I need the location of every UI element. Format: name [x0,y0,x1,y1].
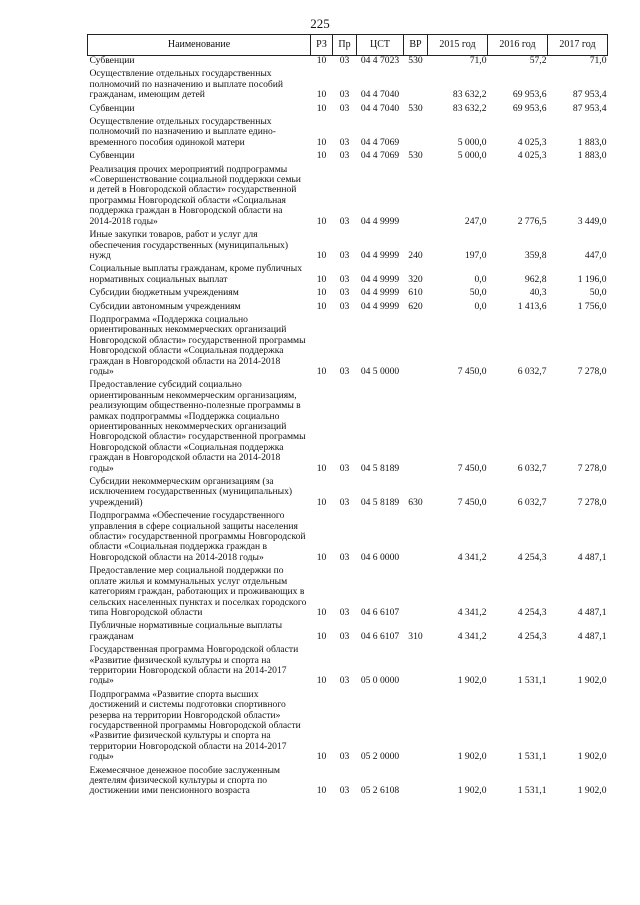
row-2016-cell: 1 413,6 [517,300,547,312]
row-pr-cell: 03 [339,136,350,148]
row-rz-cell: 10 [316,89,327,101]
row-pr-cell: 03 [339,273,350,285]
header-2016: 2016 год [488,35,548,56]
row-2017-cell: 4 487,1 [577,551,607,563]
row-pr-cell: 03 [339,55,350,66]
row-2016-cell: 6 032,7 [517,496,547,508]
row-2015-cell: 5 000,0 [457,136,487,148]
row-2015-cell: 4 341,2 [457,630,487,642]
row-2016-cell: 57,2 [529,55,547,66]
row-2016-cell: 4 254,3 [517,630,547,642]
row-vr-cell: 310 [408,630,423,642]
row-pr-cell: 03 [339,630,350,642]
row-pr-cell: 03 [339,300,350,312]
row-2015-cell: 1 902,0 [457,785,487,797]
row-name-cell: Реализация прочих мероприятий подпрограммы «Совершенствование социальной поддержки семьи и детей в Новгородской области» государственной программы Новгородской области «Социальная поддержка граждан в Новгородской области на 2014-2018 годы» [89,163,301,227]
row-rz-cell: 10 [316,55,327,66]
row-2015-cell: 4 341,2 [457,551,487,563]
row-2016-cell: 4 025,3 [517,136,547,148]
row-name-cell: Подпрограмма «Поддержка социально ориентированных некоммерческих организаций Новгородской области» государственной программы Новгородской области «Социальная поддержка граждан в Новгородской области на 2014-2018 годы» [89,313,306,377]
row-rz-cell: 10 [316,785,327,797]
row-vr-cell [404,117,428,148]
row-2016-cell: 2 776,5 [517,215,547,227]
row-2017-cell: 1 883,0 [577,150,607,162]
header-pr: Пр [333,35,357,56]
row-name-cell: Осуществление отдельных государственных полномочий по назначению и выплате пособий гражданам, имеющим детей [89,68,284,101]
row-2015-cell: 1 902,0 [457,675,487,687]
row-2015-cell: 0,0 [474,273,487,285]
table-body [88,56,608,797]
row-name-cell: Осуществление отдельных государственных полномочий по назначению и выплате едино-временного пособия одинокой матери [89,116,276,148]
row-cst-cell: 05 2 0000 [360,751,400,763]
row-vr-cell: 530 [408,55,423,66]
row-vr-cell [404,645,428,687]
header-name: Наименование [88,35,311,56]
row-pr-cell: 03 [339,551,350,563]
table-row [88,511,608,563]
row-2017-cell: 3 449,0 [577,215,607,227]
page-number: 225 [310,16,330,31]
row-cst-cell: 04 4 9999 [360,287,400,299]
row-2015-cell: 0,0 [474,300,487,312]
row-2015-cell: 83 632,2 [452,102,487,114]
table-row [88,690,608,763]
row-vr-cell [404,315,428,377]
table-row [88,302,608,312]
row-vr-cell: 240 [408,249,423,261]
row-2017-cell: 50,0 [589,287,607,299]
row-vr-cell: 530 [408,102,423,114]
row-cst-cell: 04 4 9999 [360,273,400,285]
row-2017-cell: 87 953,4 [572,89,607,101]
row-2015-cell: 71,0 [469,55,487,66]
row-cst-cell: 04 5 0000 [360,365,400,377]
header-2015: 2015 год [428,35,488,56]
budget-table [87,34,608,797]
row-rz-cell: 10 [316,273,327,285]
row-2017-cell: 4 487,1 [577,606,607,618]
table-row [88,477,608,508]
row-vr-cell: 630 [408,496,423,508]
row-vr-cell [404,69,428,100]
row-2016-cell: 359,8 [524,249,547,261]
row-2015-cell: 5 000,0 [457,150,487,162]
row-2015-cell: 7 450,0 [457,462,487,474]
table-row [88,766,608,797]
row-rz-cell: 10 [316,462,327,474]
row-rz-cell: 10 [316,136,327,148]
row-2015-cell: 83 632,2 [452,89,487,101]
row-cst-cell: 04 6 6107 [360,606,400,618]
row-2015-cell: 7 450,0 [457,365,487,377]
table-header-row [88,35,608,56]
row-2017-cell: 7 278,0 [577,462,607,474]
header-vr: ВР [404,35,428,56]
table-row [88,380,608,474]
table-row [88,645,608,687]
row-2016-cell: 1 531,1 [517,785,547,797]
row-rz-cell: 10 [316,249,327,261]
row-rz-cell: 10 [316,496,327,508]
table-row [88,288,608,298]
row-pr-cell: 03 [339,89,350,101]
row-2017-cell: 87 953,4 [572,102,607,114]
row-name-cell: Подпрограмма «Развитие спорта высших достижений и системы подготовки спортивного резерва на территории Новгородской области» государственной программы Новгородской области «Развитие физической культуры и спорта на территории Новгородской области на 2014-2017 годы» [89,688,301,763]
row-2015-cell: 1 902,0 [457,751,487,763]
row-2017-cell: 1 756,0 [577,300,607,312]
row-pr-cell: 03 [339,365,350,377]
row-pr-cell: 03 [339,496,350,508]
row-name-cell: Субвенции [89,55,135,66]
row-cst-cell: 04 6 6107 [360,630,400,642]
table-row [88,264,608,285]
row-name-cell: Ежемесячное денежное пособие заслуженным деятелям физической культуры и спорта по достижении ими пенсионного возраста [89,764,280,797]
row-vr-cell [404,511,428,563]
row-2016-cell: 69 953,6 [512,89,547,101]
row-2016-cell: 6 032,7 [517,365,547,377]
row-rz-cell: 10 [316,751,327,763]
row-cst-cell: 04 4 9999 [360,300,400,312]
row-2016-cell: 1 531,1 [517,675,547,687]
row-2017-cell: 1 883,0 [577,136,607,148]
row-2016-cell: 4 254,3 [517,551,547,563]
table-row [88,104,608,114]
row-name-cell: Государственная программа Новгородской области «Развитие физической культуры и спорта на территории Новгородской области на 2014-2017 годы» [89,644,299,687]
row-cst-cell: 04 6 0000 [360,551,400,563]
row-rz-cell: 10 [316,365,327,377]
row-2016-cell: 1 531,1 [517,751,547,763]
row-pr-cell: 03 [339,102,350,114]
row-name-cell: Субвенции [89,150,135,162]
row-name-cell: Социальные выплаты гражданам, кроме публичных нормативных социальных выплат [89,263,303,285]
row-rz-cell: 10 [316,102,327,114]
row-rz-cell: 10 [316,215,327,227]
row-2017-cell: 1 196,0 [577,273,607,285]
row-2016-cell: 4 025,3 [517,150,547,162]
row-pr-cell: 03 [339,751,350,763]
row-2015-cell: 197,0 [464,249,487,261]
row-name-cell: Подпрограмма «Обеспечение государственного управления в сфере социальной защиты населения области» государственной программы Новгородской области «Социальная поддержка граждан в Новгородской области на 2014-2018 годы» [89,510,306,563]
row-2016-cell: 69 953,6 [512,102,547,114]
row-pr-cell: 03 [339,150,350,162]
row-2016-cell: 962,8 [524,273,547,285]
row-2017-cell: 1 902,0 [577,751,607,763]
row-cst-cell: 04 4 7023 [360,55,400,66]
row-2017-cell: 447,0 [584,249,607,261]
row-cst-cell: 04 4 7040 [360,89,400,101]
row-name-cell: Субсидии бюджетным учреждениям [89,287,239,299]
row-vr-cell [404,380,428,474]
row-name-cell: Предоставление субсидий социально ориентированным некоммерческим организациям, реализующим общественно-полезные программы в рамках подпрограммы «Поддержка социально ориентированных некоммерческих организаций Новгородской области» государственной программы Новгородской области «Социальная поддержка граждан в Новгородской области на 2014-2018 годы» [89,379,306,474]
table-row [88,69,608,100]
row-vr-cell: 530 [408,150,423,162]
row-cst-cell: 04 5 8189 [360,462,400,474]
row-2015-cell: 4 341,2 [457,606,487,618]
row-2016-cell: 6 032,7 [517,462,547,474]
row-2016-cell: 40,3 [529,287,547,299]
row-name-cell: Предоставление мер социальной поддержки по оплате жилья и коммунальных услуг отдельным категориям граждан, работающих и проживающих в сельских населенных пунктах и поселках городского типа Новгородской области [89,565,307,618]
row-rz-cell: 10 [316,630,327,642]
row-cst-cell: 04 4 9999 [360,249,400,261]
row-pr-cell: 03 [339,287,350,299]
row-cst-cell: 05 0 0000 [360,675,400,687]
table-row [88,165,608,227]
row-cst-cell: 05 2 6108 [360,785,400,797]
header-2017: 2017 год [548,35,608,56]
table-row [88,117,608,148]
row-rz-cell: 10 [316,287,327,299]
row-cst-cell: 04 4 9999 [360,215,400,227]
row-name-cell: Субсидии автономным учреждениям [89,300,241,312]
row-cst-cell: 04 5 8189 [360,496,400,508]
row-pr-cell: 03 [339,606,350,618]
row-2017-cell: 4 487,1 [577,630,607,642]
row-2016-cell: 4 254,3 [517,606,547,618]
row-name-cell: Публичные нормативные социальные выплаты гражданам [89,620,283,642]
row-2017-cell: 7 278,0 [577,365,607,377]
table-row [88,566,608,618]
row-pr-cell: 03 [339,249,350,261]
table-row [88,56,608,67]
row-vr-cell: 620 [408,300,423,312]
row-cst-cell: 04 4 7069 [360,136,400,148]
row-2017-cell: 1 902,0 [577,785,607,797]
row-rz-cell: 10 [316,150,327,162]
row-2015-cell: 7 450,0 [457,496,487,508]
row-name-cell: Иные закупки товаров, работ и услуг для обеспечения государственных (муниципальных) нужд [89,229,289,261]
row-vr-cell: 320 [408,273,423,285]
row-cst-cell: 04 4 7040 [360,102,400,114]
row-2015-cell: 50,0 [469,287,487,299]
row-rz-cell: 10 [316,551,327,563]
table-row [88,230,608,261]
row-2017-cell: 71,0 [589,55,607,66]
row-pr-cell: 03 [339,215,350,227]
row-vr-cell [404,566,428,618]
row-rz-cell: 10 [316,606,327,618]
row-2015-cell: 247,0 [464,215,487,227]
table-row [88,621,608,642]
row-2017-cell: 1 902,0 [577,675,607,687]
row-name-cell: Субсидии некоммерческим организациям (за исключением государственных (муниципальных) учреждений) [89,476,293,508]
row-vr-cell [404,690,428,763]
row-2017-cell: 7 278,0 [577,496,607,508]
row-cst-cell: 04 4 7069 [360,150,400,162]
header-cst: ЦСТ [357,35,404,56]
table-row [88,151,608,161]
row-rz-cell: 10 [316,675,327,687]
row-name-cell: Субвенции [89,102,135,114]
row-pr-cell: 03 [339,675,350,687]
row-vr-cell: 610 [408,287,423,299]
header-rz: РЗ [311,35,333,56]
table-row [88,315,608,377]
row-pr-cell: 03 [339,462,350,474]
row-rz-cell: 10 [316,300,327,312]
row-vr-cell [404,766,428,797]
row-vr-cell [404,165,428,227]
row-pr-cell: 03 [339,785,350,797]
